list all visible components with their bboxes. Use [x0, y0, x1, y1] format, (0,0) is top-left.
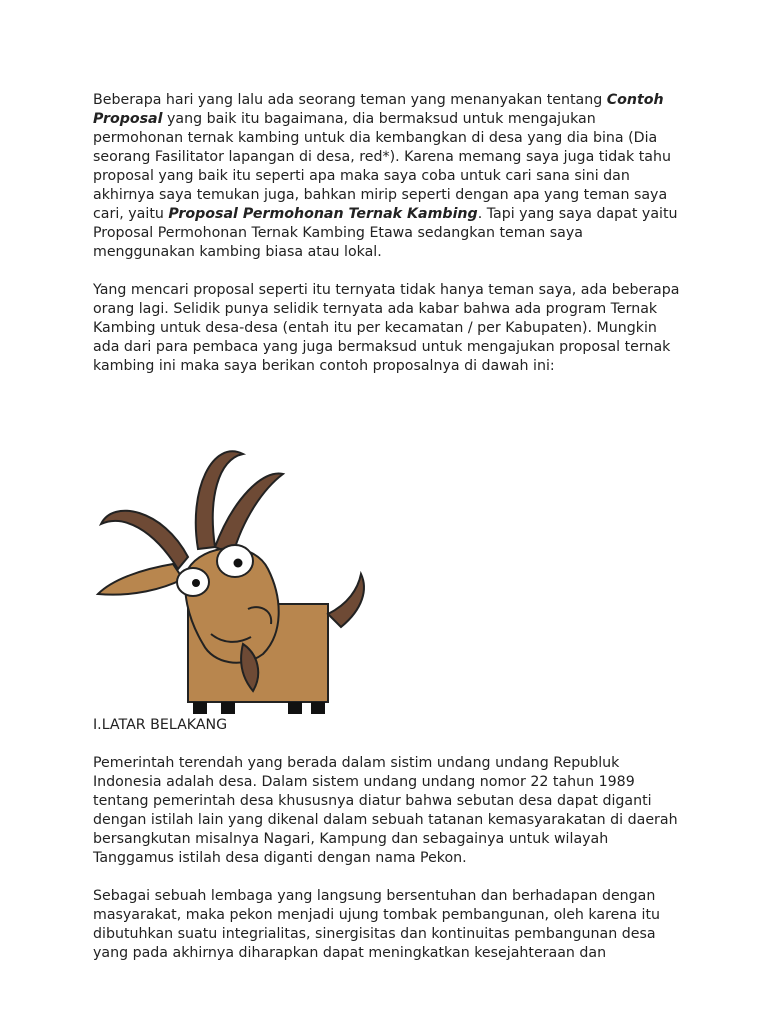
intro-paragraph-1 — [93, 91, 683, 262]
goat-figure — [93, 376, 683, 716]
section-paragraph-1: Pemerintah terendah yang berada dalam sistim undang undang Republuk Indonesia adalah desa. Dalam sistem undang undang nomor 22 tahun 1989 tentang pemerintah desa khususnya diatur bahwa sebutan desa dapat diganti dengan istilah lain yang dikenal dalam sebuah tatanan kemasyarakatan di daerah bersangkutan misalnya Nagari, Kampung dan sebagainya untuk wilayah Tanggamus istilah desa diganti dengan nama Pekon. — [93, 755, 678, 866]
document-body — [93, 91, 683, 963]
section-paragraph-2: Sebagai sebuah lembaga yang langsung bersentuhan dan berhadapan dengan masyarakat, maka pekon menjadi ujung tombak pembangunan, oleh karena itu dibutuhkan suatu integrialitas, sinergisitas dan kontinuitas pembangunan desa yang pada akhirnya diharapkan dapat meningkatkan kesejahteraan dan — [93, 888, 661, 961]
intro-text-c: . Tapi yang saya dapat yaitu Proposal Permohonan Ternak Kambing Etawa sedangkan teman saya menggunakan kambing biasa atau lokal. — [93, 206, 678, 260]
goat-illustration — [93, 429, 383, 714]
intro-paragraph-2: Yang mencari proposal seperti itu ternyata tidak hanya teman saya, ada beberapa orang lagi. Selidik punya selidik ternyata ada kabar bahwa ada program Ternak Kambing untuk desa-desa (entah itu per kecamatan / per Kabupaten). Mungkin ada dari para pembaca yang juga bermaksud untuk mengajukan proposal ternak kambing ini maka saya berikan contoh proposalnya di dawah ini: — [93, 282, 680, 374]
section-heading: I.LATAR BELAKANG — [93, 717, 228, 733]
emphasis-proposal-permohonan: Proposal Permohonan Ternak Kambing — [168, 206, 478, 222]
emphasis-contoh-proposal: Contoh Proposal — [93, 92, 664, 127]
intro-text-b: yang baik itu bagaimana, dia bermaksud untuk mengajukan permohonan ternak kambing untuk dia kembangkan di desa yang dia bina (Dia seorang Fasilitator lapangan di desa, red*). Karena memang saya juga tidak tahu proposal yang baik itu seperti apa maka saya coba untuk cari sana sini dan akhirnya saya temukan juga, bahkan mirip seperti dengan apa yang teman saya cari, yaitu — [93, 111, 671, 222]
intro-text-a: Beberapa hari yang lalu ada seorang teman yang menanyakan tentang — [93, 92, 607, 108]
